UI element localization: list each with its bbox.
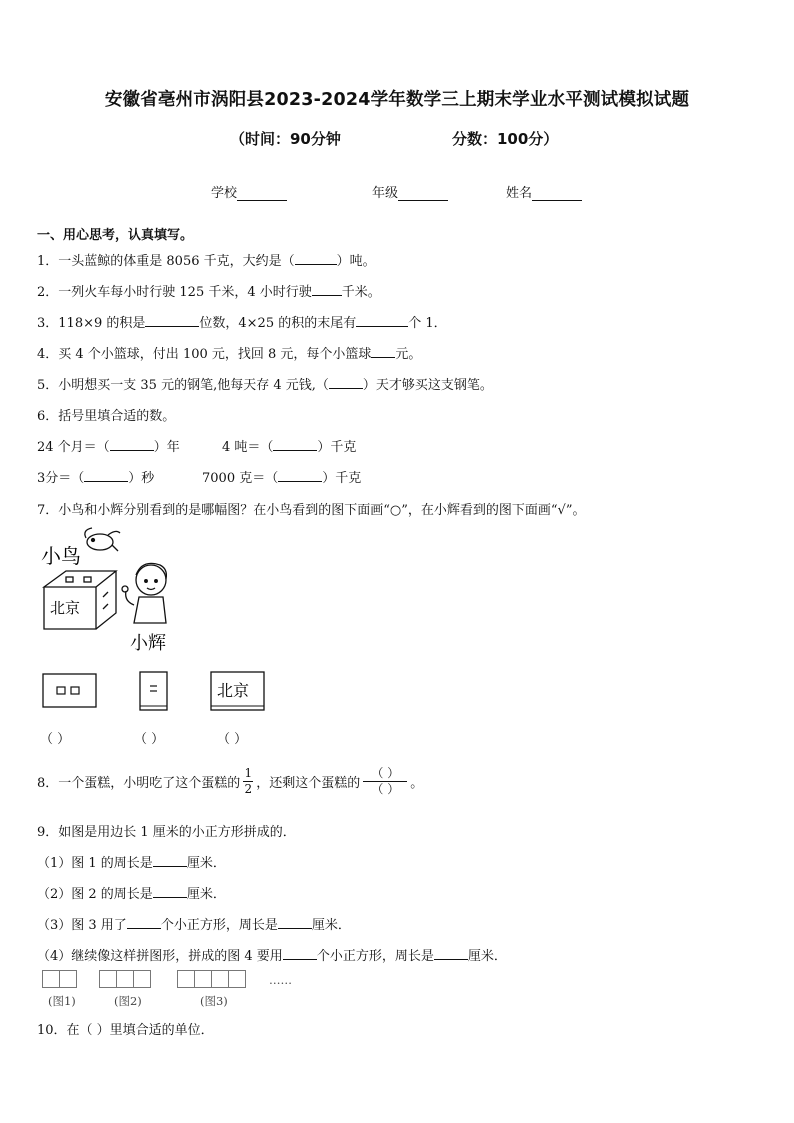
answer-blank[interactable] <box>434 946 468 960</box>
school-field[interactable] <box>211 182 287 201</box>
answer-blank[interactable] <box>273 437 317 451</box>
answer-fraction[interactable]: $\frac{( )}{( )}$ <box>363 767 407 796</box>
score-label: 分数：100分） <box>452 130 559 148</box>
answer-blank[interactable] <box>278 915 312 929</box>
school-blank[interactable] <box>237 186 287 201</box>
question-3: 3．118×9 的积是 位数，4×25 的积的末尾有 个 1． <box>37 312 447 331</box>
answer-blank[interactable] <box>329 375 363 389</box>
name-field[interactable] <box>506 182 582 201</box>
question-9-part-3: （3）图 3 用了 个小正方形，周长是 厘米． <box>37 914 351 933</box>
answer-blank[interactable] <box>145 313 199 327</box>
question-9-part-4: （4）继续像这样拼图形，拼成的图 4 要用 个小正方形，周长是 厘米． <box>37 945 507 964</box>
question-7-illustration <box>38 525 188 655</box>
bird-icon <box>85 528 120 551</box>
box-label: 北京 <box>50 599 81 617</box>
question-6-row-2b: 7000 克＝（ ）千克 <box>202 467 361 486</box>
question-9-part-2: （2）图 2 的周长是 厘米． <box>37 883 226 902</box>
answer-blank[interactable] <box>278 468 322 482</box>
figure-1-squares <box>43 970 77 988</box>
boy-icon <box>122 563 166 623</box>
school-label: 学校 <box>211 186 238 201</box>
question-1: 1．一头蓝鲸的体重是 8056 千克，大约是（ ）吨。 <box>37 250 376 269</box>
option-front-view <box>208 670 268 714</box>
answer-blank[interactable] <box>312 282 342 296</box>
option-side-view <box>136 670 176 714</box>
fraction-half: $\frac{1}{2}$ <box>244 765 253 796</box>
question-9-part-1: （1）图 1 的周长是 厘米． <box>37 852 226 871</box>
question-2: 2．一列火车每小时行驶 125 千米，4 小时行驶 千米。 <box>37 281 381 300</box>
question-9-intro: 9．如图是用边长 1 厘米的小正方形拼成的． <box>37 825 296 840</box>
boy-label: 小辉 <box>130 633 166 654</box>
answer-paren-1[interactable]: （ ） <box>40 732 71 747</box>
answer-paren-3[interactable]: （ ） <box>217 732 248 747</box>
option-top-view <box>40 670 100 714</box>
answer-blank[interactable] <box>127 915 161 929</box>
question-6-row-1: 24 个月＝（ ）年 <box>37 436 180 455</box>
figure-2-squares <box>100 970 151 988</box>
answer-blank[interactable] <box>371 344 395 358</box>
time-label: （时间：90分钟 <box>230 130 341 148</box>
grade-label: 年级 <box>372 186 399 201</box>
figure-3-squares <box>178 970 246 988</box>
answer-blank[interactable] <box>84 468 128 482</box>
section-heading: 一、用心思考，认真填写。 <box>37 228 194 243</box>
ellipsis: …… <box>269 973 292 987</box>
bird-label: 小鸟 <box>41 544 81 568</box>
question-4: 4．买 4 个小篮球，付出 100 元，找回 8 元，每个小篮球 元。 <box>37 343 421 362</box>
question-6-row-1b: 4 吨＝（ ）千克 <box>222 436 356 455</box>
question-7: 7．小鸟和小辉分别看到的是哪幅图？在小鸟看到的图下面画“○”，在小辉看到的图下面画“√”。 <box>37 503 586 518</box>
grade-blank[interactable] <box>398 186 448 201</box>
answer-blank[interactable] <box>283 946 317 960</box>
question-6-row-2: 3分＝（ ）秒 <box>37 467 154 486</box>
answer-blank[interactable] <box>153 853 187 867</box>
figure-3-caption: (图3) <box>200 994 228 1008</box>
figure-2-caption: (图2) <box>114 994 142 1008</box>
grade-field[interactable] <box>372 182 448 201</box>
option-label: 北京 <box>217 681 250 700</box>
answer-blank[interactable] <box>295 251 337 265</box>
name-blank[interactable] <box>532 186 582 201</box>
question-10: 10．在（ ）里填合适的单位． <box>37 1023 214 1038</box>
answer-blank[interactable] <box>153 884 187 898</box>
page-title: 安徽省亳州市涡阳县2023-2024学年数学三上期末学业水平测试模拟试题 <box>104 90 690 110</box>
name-label: 姓名 <box>506 186 533 201</box>
answer-blank[interactable] <box>356 313 408 327</box>
question-8: 8．一个蛋糕，小明吃了这个蛋糕的 $\frac{1}{2}$ ，还剩这个蛋糕的 $\frac{( )}{( )}$ 。 <box>37 765 424 796</box>
answer-blank[interactable] <box>110 437 154 451</box>
answer-paren-2[interactable]: （ ） <box>134 732 165 747</box>
question-6-intro: 6．括号里填合适的数。 <box>37 409 176 424</box>
figure-1-caption: (图1) <box>48 994 76 1008</box>
question-5: 5．小明想买一支 35 元的钢笔,他每天存 4 元钱,（ ）天才够买这支钢笔。 <box>37 374 493 393</box>
